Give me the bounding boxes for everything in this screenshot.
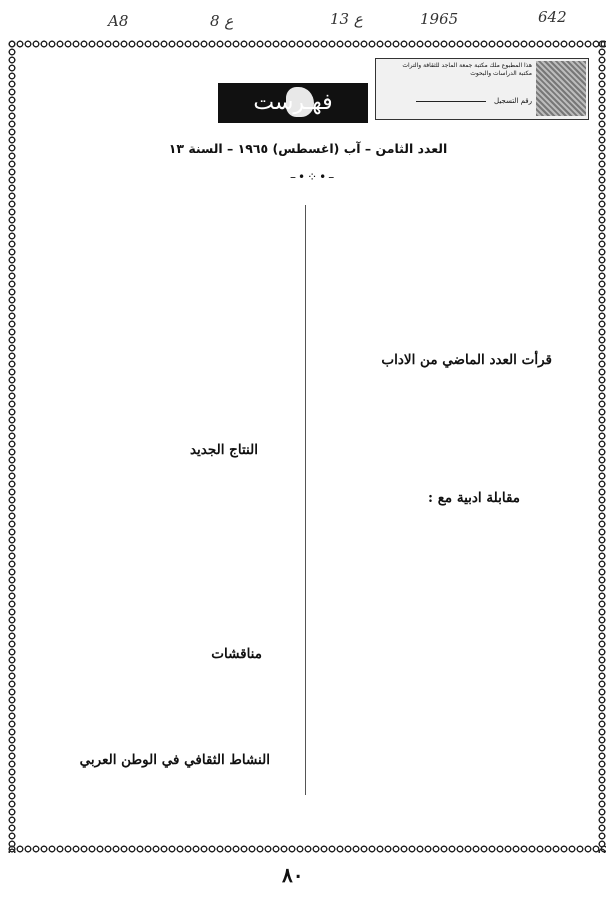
library-stamp <box>375 58 589 120</box>
handwritten-mark-c: 13 ع <box>330 10 363 28</box>
page-title: فهـرست <box>253 90 333 115</box>
handwritten-year: 1965 <box>420 10 459 28</box>
ornament: –•⁘•– <box>290 170 337 184</box>
stamp-signature <box>416 89 486 102</box>
page-number: ٨٠ <box>282 863 304 887</box>
section-heading: النشاط الثقافي في الوطن العربي <box>79 752 270 768</box>
issue-headline: العدد الثامن – آب (اغسطس) ١٩٦٥ – السنة ١٣ <box>168 141 448 156</box>
frame-top-border <box>8 40 606 48</box>
column-divider <box>305 205 306 795</box>
handwritten-mark-a: A8 <box>108 12 129 30</box>
handwritten-mark-b: 8 ع <box>210 12 234 30</box>
section-heading: النتاج الجديد <box>189 442 258 458</box>
section-heading: مقابلة ادبية مع : <box>428 490 520 506</box>
page-title-banner <box>218 83 368 123</box>
section-heading: مناقشات <box>211 646 262 662</box>
frame-left-border <box>8 40 16 853</box>
frame-bottom-border <box>8 845 606 853</box>
section-heading: قرأت العدد الماضي من الاداب <box>381 352 552 368</box>
page-frame <box>8 40 606 853</box>
handwritten-mark-e: 642 <box>538 8 567 26</box>
frame-right-border <box>598 40 606 853</box>
stamp-image-icon <box>536 61 586 116</box>
stamp-registration-label: رقم التسجيل <box>494 97 532 105</box>
stamp-text: هذا المطبوع ملك مكتبة جمعة الماجد للثقافة والتراث مكتبة الدراسات والبحوث <box>402 62 532 77</box>
